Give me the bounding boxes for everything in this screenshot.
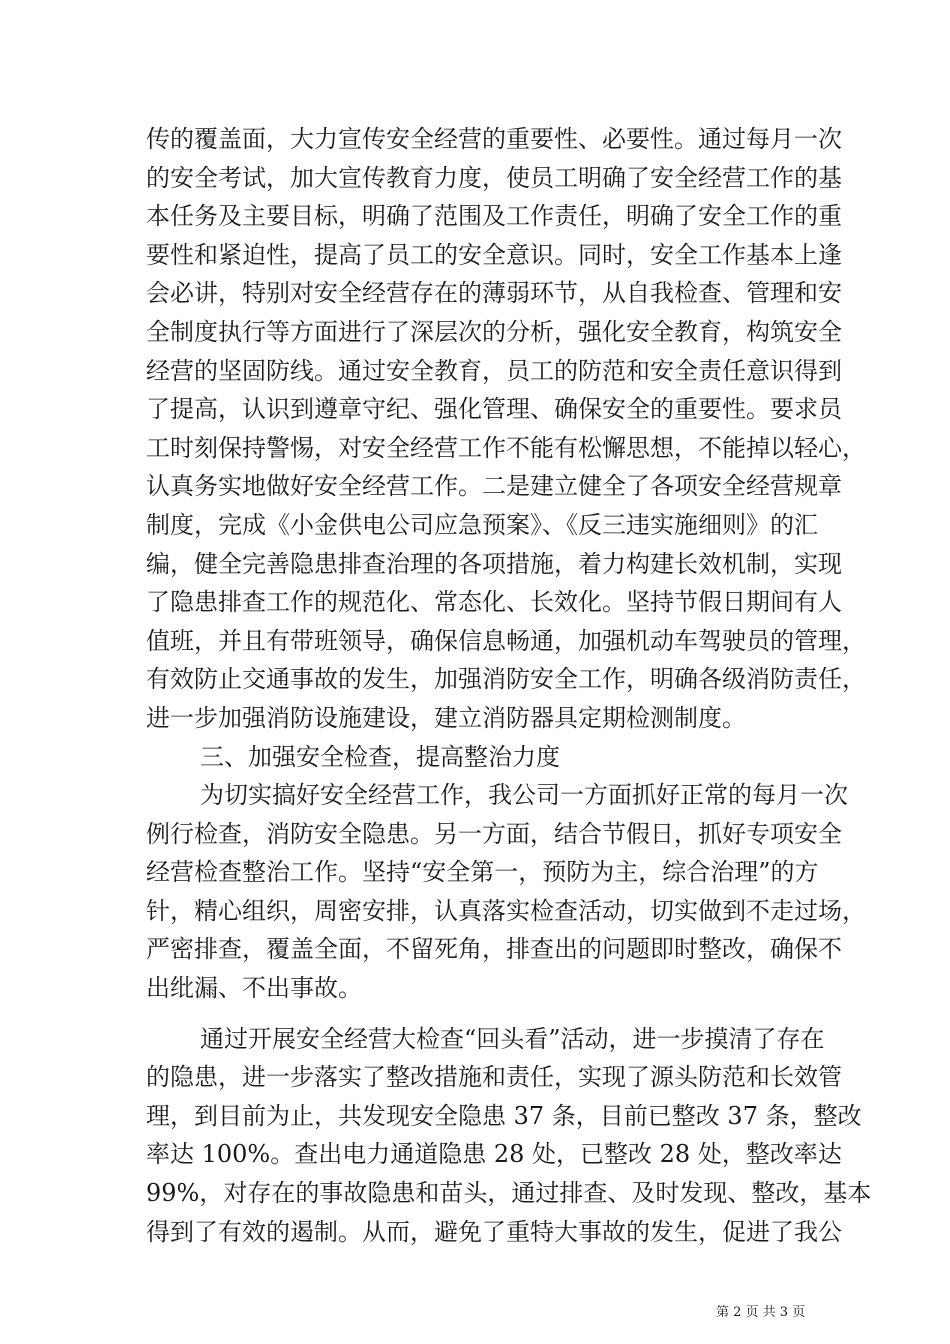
text-line: 通过开展安全经营大检查“回头看”活动，进一步摸清了存在 [200, 1024, 825, 1053]
text-line: 认真务实地做好安全经营工作。二是建立健全了各项安全经营规章 [146, 472, 842, 501]
text-line: 进一步加强消防设施建设，建立消防器具定期检测制度。 [146, 703, 746, 732]
document-body [146, 120, 872, 1251]
text-line: 的安全考试，加大宣传教育力度，使员工明确了安全经营工作的基 [146, 163, 842, 192]
text-line: 针，精心组织，周密安排，认真落实检查活动，切实做到不走过场， [146, 896, 866, 925]
text-line: 值班，并且有带班领导，确保信息畅通，加强机动车驾驶员的管理， [146, 626, 866, 655]
text-line: 传的覆盖面，大力宣传安全经营的重要性、必要性。通过每月一次 [146, 125, 842, 153]
text-line: 理，到目前为止，共发现安全隐患 37 条，目前已整改 37 条，整改 [146, 1101, 862, 1130]
text-line: 了隐患排查工作的规范化、常态化、长效化。坚持节假日期间有人 [146, 588, 842, 617]
text-line: 编，健全完善隐患排查治理的各项措施，着力构建长效机制，实现 [146, 549, 842, 578]
text-line: 制度，完成《小金供电公司应急预案》、《反三违实施细则》的汇 [146, 510, 818, 539]
text-line: 要性和紧迫性，提高了员工的安全意识。同时，安全工作基本上逢 [146, 240, 842, 269]
text-line: 会必讲，特别对安全经营存在的薄弱环节，从自我检查、管理和安 [146, 279, 842, 308]
text-line: 严密排查，覆盖全面，不留死角，排查出的问题即时整改，确保不 [146, 935, 842, 964]
text-line: 的隐患，进一步落实了整改措施和责任，实现了源头防范和长效管 [146, 1063, 842, 1092]
text-line: 工时刻保持警惕，对安全经营工作不能有松懈思想，不能掉以轻心， [146, 433, 866, 462]
text-line: 经营检查整治工作。坚持“安全第一，预防为主，综合治理”的方 [146, 858, 819, 887]
text-line: 出纰漏、不出事故。 [146, 974, 362, 1003]
text-line: 例行检查，消防安全隐患。另一方面，结合节假日，抓好专项安全 [146, 819, 842, 848]
text-line: 得到了有效的遏制。从而，避免了重特大事故的发生，促进了我公 [146, 1217, 842, 1246]
text-line: 为切实搞好安全经营工作，我公司一方面抓好正常的每月一次 [200, 781, 848, 810]
text-line: 了提高，认识到遵章守纪、强化管理、确保安全的重要性。要求员 [146, 395, 842, 424]
text-line: 有效防止交通事故的发生，加强消防安全工作，明确各级消防责任， [146, 665, 866, 694]
section-heading: 三、加强安全检查，提高整治力度 [200, 742, 560, 771]
paragraph-gap [146, 1008, 808, 1020]
text-line: 率达 100%。查出电力通道隐患 28 处，已整改 28 处，整改率达 [146, 1140, 842, 1169]
text-line: 经营的坚固防线。通过安全教育，员工的防范和安全责任意识得到 [146, 356, 842, 385]
text-line: 本任务及主要目标，明确了范围及工作责任，明确了安全工作的重 [146, 202, 842, 231]
text-line: 全制度执行等方面进行了深层次的分析，强化安全教育，构筑安全 [146, 317, 842, 346]
page-number: 第 2 页 共 3 页 [716, 1305, 806, 1320]
text-line: 99%，对存在的事故隐患和苗头，通过排查、及时发现、整改，基本 [146, 1179, 872, 1208]
